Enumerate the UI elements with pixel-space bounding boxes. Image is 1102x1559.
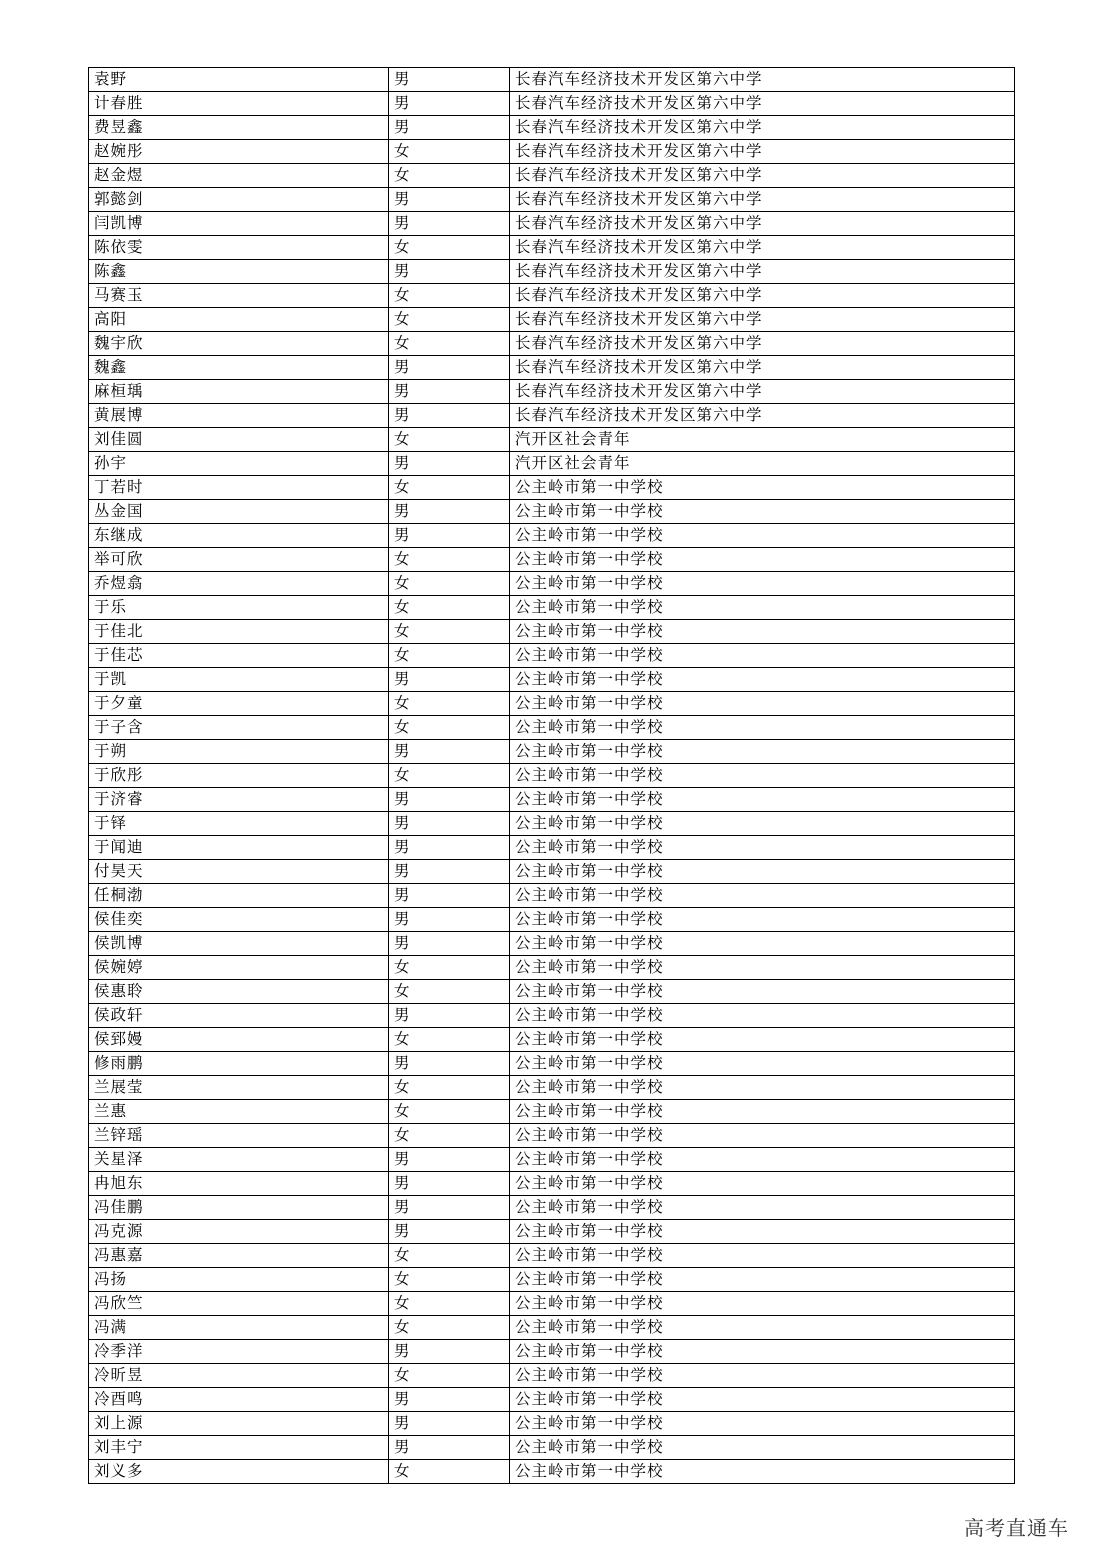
table-row xyxy=(89,740,1015,764)
gender-cell: 女 xyxy=(389,1460,510,1484)
gender-cell: 女 xyxy=(389,1028,510,1052)
school-cell: 长春汽车经济技术开发区第六中学 xyxy=(510,164,1015,188)
table-row xyxy=(89,980,1015,1004)
gender-cell: 男 xyxy=(389,668,510,692)
gender-cell: 男 xyxy=(389,1004,510,1028)
name-cell: 冯惠嘉 xyxy=(89,1244,389,1268)
name-cell: 冯克源 xyxy=(89,1220,389,1244)
school-cell: 公主岭市第一中学校 xyxy=(510,692,1015,716)
school-cell: 公主岭市第一中学校 xyxy=(510,716,1015,740)
name-cell: 修雨鹏 xyxy=(89,1052,389,1076)
table-row xyxy=(89,1148,1015,1172)
table-row xyxy=(89,1220,1015,1244)
gender-cell: 男 xyxy=(389,404,510,428)
table-row xyxy=(89,284,1015,308)
school-cell: 公主岭市第一中学校 xyxy=(510,500,1015,524)
table-row xyxy=(89,212,1015,236)
name-cell: 丛金国 xyxy=(89,500,389,524)
name-cell: 刘佳圆 xyxy=(89,428,389,452)
table-row xyxy=(89,812,1015,836)
school-cell: 长春汽车经济技术开发区第六中学 xyxy=(510,116,1015,140)
school-cell: 公主岭市第一中学校 xyxy=(510,1148,1015,1172)
name-cell: 冉旭东 xyxy=(89,1172,389,1196)
gender-cell: 男 xyxy=(389,500,510,524)
table-row xyxy=(89,1244,1015,1268)
school-cell: 长春汽车经济技术开发区第六中学 xyxy=(510,332,1015,356)
school-cell: 长春汽车经济技术开发区第六中学 xyxy=(510,68,1015,92)
name-cell: 冷昕昱 xyxy=(89,1364,389,1388)
school-cell: 公主岭市第一中学校 xyxy=(510,524,1015,548)
gender-cell: 男 xyxy=(389,92,510,116)
table-row xyxy=(89,356,1015,380)
name-cell: 侯凯博 xyxy=(89,932,389,956)
name-cell: 刘丰宁 xyxy=(89,1436,389,1460)
table-row xyxy=(89,764,1015,788)
school-cell: 公主岭市第一中学校 xyxy=(510,1436,1015,1460)
school-cell: 公主岭市第一中学校 xyxy=(510,572,1015,596)
gender-cell: 女 xyxy=(389,572,510,596)
table-row xyxy=(89,692,1015,716)
table-row xyxy=(89,428,1015,452)
gender-cell: 女 xyxy=(389,236,510,260)
gender-cell: 女 xyxy=(389,1268,510,1292)
gender-cell: 女 xyxy=(389,644,510,668)
table-row xyxy=(89,548,1015,572)
name-cell: 于朔 xyxy=(89,740,389,764)
school-cell: 长春汽车经济技术开发区第六中学 xyxy=(510,92,1015,116)
name-cell: 费昱鑫 xyxy=(89,116,389,140)
school-cell: 长春汽车经济技术开发区第六中学 xyxy=(510,284,1015,308)
name-cell: 兰锌瑶 xyxy=(89,1124,389,1148)
name-cell: 冯欣竺 xyxy=(89,1292,389,1316)
school-cell: 公主岭市第一中学校 xyxy=(510,644,1015,668)
school-cell: 公主岭市第一中学校 xyxy=(510,1076,1015,1100)
name-cell: 于乐 xyxy=(89,596,389,620)
name-cell: 付昊天 xyxy=(89,860,389,884)
name-cell: 麻桓瑀 xyxy=(89,380,389,404)
gender-cell: 男 xyxy=(389,836,510,860)
gender-cell: 男 xyxy=(389,884,510,908)
table-row xyxy=(89,1412,1015,1436)
table-row xyxy=(89,572,1015,596)
school-cell: 长春汽车经济技术开发区第六中学 xyxy=(510,212,1015,236)
school-cell: 公主岭市第一中学校 xyxy=(510,1004,1015,1028)
name-cell: 举可欣 xyxy=(89,548,389,572)
school-cell: 公主岭市第一中学校 xyxy=(510,1052,1015,1076)
gender-cell: 女 xyxy=(389,1364,510,1388)
gender-cell: 男 xyxy=(389,1412,510,1436)
name-cell: 赵婉彤 xyxy=(89,140,389,164)
gender-cell: 男 xyxy=(389,740,510,764)
table-row xyxy=(89,836,1015,860)
name-cell: 冯佳鹏 xyxy=(89,1196,389,1220)
name-cell: 于济睿 xyxy=(89,788,389,812)
gender-cell: 女 xyxy=(389,620,510,644)
table-row xyxy=(89,860,1015,884)
table-row xyxy=(89,1100,1015,1124)
table-row xyxy=(89,68,1015,92)
gender-cell: 男 xyxy=(389,1340,510,1364)
table-row xyxy=(89,596,1015,620)
school-cell: 汽开区社会青年 xyxy=(510,452,1015,476)
name-cell: 陈鑫 xyxy=(89,260,389,284)
gender-cell: 女 xyxy=(389,692,510,716)
school-cell: 公主岭市第一中学校 xyxy=(510,476,1015,500)
gender-cell: 男 xyxy=(389,380,510,404)
name-cell: 乔煜翕 xyxy=(89,572,389,596)
name-cell: 于铎 xyxy=(89,812,389,836)
table-row xyxy=(89,500,1015,524)
school-cell: 公主岭市第一中学校 xyxy=(510,932,1015,956)
name-cell: 刘义多 xyxy=(89,1460,389,1484)
name-cell: 魏鑫 xyxy=(89,356,389,380)
school-cell: 公主岭市第一中学校 xyxy=(510,1316,1015,1340)
name-cell: 刘上源 xyxy=(89,1412,389,1436)
gender-cell: 男 xyxy=(389,116,510,140)
table-row xyxy=(89,1196,1015,1220)
table-row xyxy=(89,524,1015,548)
school-cell: 公主岭市第一中学校 xyxy=(510,1124,1015,1148)
name-cell: 袁野 xyxy=(89,68,389,92)
name-cell: 侯惠聆 xyxy=(89,980,389,1004)
table-row xyxy=(89,188,1015,212)
table-row xyxy=(89,1388,1015,1412)
school-cell: 公主岭市第一中学校 xyxy=(510,1268,1015,1292)
table-row xyxy=(89,932,1015,956)
gender-cell: 男 xyxy=(389,260,510,284)
table-row xyxy=(89,884,1015,908)
gender-cell: 女 xyxy=(389,1316,510,1340)
table-row xyxy=(89,92,1015,116)
table-row xyxy=(89,164,1015,188)
gender-cell: 女 xyxy=(389,1124,510,1148)
table-row xyxy=(89,1076,1015,1100)
name-cell: 赵金煜 xyxy=(89,164,389,188)
name-cell: 任桐渤 xyxy=(89,884,389,908)
school-cell: 长春汽车经济技术开发区第六中学 xyxy=(510,260,1015,284)
table-row xyxy=(89,236,1015,260)
gender-cell: 女 xyxy=(389,476,510,500)
school-cell: 公主岭市第一中学校 xyxy=(510,548,1015,572)
gender-cell: 男 xyxy=(389,1436,510,1460)
school-cell: 公主岭市第一中学校 xyxy=(510,1292,1015,1316)
gender-cell: 女 xyxy=(389,308,510,332)
table-row xyxy=(89,1340,1015,1364)
name-cell: 于子含 xyxy=(89,716,389,740)
gender-cell: 女 xyxy=(389,164,510,188)
table-row xyxy=(89,668,1015,692)
school-cell: 公主岭市第一中学校 xyxy=(510,1412,1015,1436)
table-row xyxy=(89,620,1015,644)
name-cell: 马赛玉 xyxy=(89,284,389,308)
school-cell: 汽开区社会青年 xyxy=(510,428,1015,452)
school-cell: 公主岭市第一中学校 xyxy=(510,812,1015,836)
gender-cell: 女 xyxy=(389,716,510,740)
name-cell: 丁若时 xyxy=(89,476,389,500)
table-row xyxy=(89,1172,1015,1196)
gender-cell: 男 xyxy=(389,1220,510,1244)
school-cell: 公主岭市第一中学校 xyxy=(510,740,1015,764)
table-row xyxy=(89,908,1015,932)
name-cell: 于欣彤 xyxy=(89,764,389,788)
gender-cell: 女 xyxy=(389,428,510,452)
table-row xyxy=(89,116,1015,140)
gender-cell: 女 xyxy=(389,332,510,356)
school-cell: 公主岭市第一中学校 xyxy=(510,884,1015,908)
gender-cell: 男 xyxy=(389,788,510,812)
name-cell: 陈依雯 xyxy=(89,236,389,260)
gender-cell: 女 xyxy=(389,1292,510,1316)
table-row xyxy=(89,308,1015,332)
name-cell: 侯佳奕 xyxy=(89,908,389,932)
gender-cell: 女 xyxy=(389,284,510,308)
gender-cell: 男 xyxy=(389,356,510,380)
table-row xyxy=(89,380,1015,404)
gender-cell: 女 xyxy=(389,764,510,788)
table-row xyxy=(89,1436,1015,1460)
table-row xyxy=(89,1052,1015,1076)
gender-cell: 女 xyxy=(389,596,510,620)
school-cell: 公主岭市第一中学校 xyxy=(510,668,1015,692)
name-cell: 于夕童 xyxy=(89,692,389,716)
school-cell: 长春汽车经济技术开发区第六中学 xyxy=(510,404,1015,428)
school-cell: 公主岭市第一中学校 xyxy=(510,788,1015,812)
name-cell: 兰惠 xyxy=(89,1100,389,1124)
school-cell: 公主岭市第一中学校 xyxy=(510,596,1015,620)
school-cell: 公主岭市第一中学校 xyxy=(510,1028,1015,1052)
school-cell: 公主岭市第一中学校 xyxy=(510,1364,1015,1388)
gender-cell: 男 xyxy=(389,1172,510,1196)
name-cell: 高阳 xyxy=(89,308,389,332)
gender-cell: 男 xyxy=(389,860,510,884)
gender-cell: 女 xyxy=(389,956,510,980)
table-row xyxy=(89,644,1015,668)
gender-cell: 女 xyxy=(389,1100,510,1124)
gender-cell: 男 xyxy=(389,188,510,212)
name-cell: 关星泽 xyxy=(89,1148,389,1172)
school-cell: 公主岭市第一中学校 xyxy=(510,1388,1015,1412)
name-cell: 孙宇 xyxy=(89,452,389,476)
roster-body xyxy=(89,68,1015,1484)
school-cell: 长春汽车经济技术开发区第六中学 xyxy=(510,308,1015,332)
school-cell: 公主岭市第一中学校 xyxy=(510,1100,1015,1124)
name-cell: 于凯 xyxy=(89,668,389,692)
gender-cell: 女 xyxy=(389,1076,510,1100)
school-cell: 公主岭市第一中学校 xyxy=(510,1244,1015,1268)
table-row xyxy=(89,1292,1015,1316)
name-cell: 冯扬 xyxy=(89,1268,389,1292)
school-cell: 公主岭市第一中学校 xyxy=(510,1340,1015,1364)
table-row xyxy=(89,260,1015,284)
school-cell: 公主岭市第一中学校 xyxy=(510,980,1015,1004)
gender-cell: 女 xyxy=(389,980,510,1004)
gender-cell: 男 xyxy=(389,1148,510,1172)
table-row xyxy=(89,1268,1015,1292)
table-row xyxy=(89,452,1015,476)
table-row xyxy=(89,1004,1015,1028)
name-cell: 兰展莹 xyxy=(89,1076,389,1100)
name-cell: 东继成 xyxy=(89,524,389,548)
table-row xyxy=(89,956,1015,980)
name-cell: 侯政轩 xyxy=(89,1004,389,1028)
gender-cell: 男 xyxy=(389,1388,510,1412)
table-row xyxy=(89,140,1015,164)
table-row xyxy=(89,332,1015,356)
table-row xyxy=(89,716,1015,740)
table-row xyxy=(89,404,1015,428)
name-cell: 黄展博 xyxy=(89,404,389,428)
name-cell: 郭懿剑 xyxy=(89,188,389,212)
gender-cell: 男 xyxy=(389,1196,510,1220)
name-cell: 计春胜 xyxy=(89,92,389,116)
table-row xyxy=(89,476,1015,500)
watermark-text: 高考直通车 xyxy=(964,1516,1069,1540)
table-row xyxy=(89,1460,1015,1484)
table-row xyxy=(89,1364,1015,1388)
name-cell: 冷酉鸣 xyxy=(89,1388,389,1412)
table-row xyxy=(89,1316,1015,1340)
gender-cell: 女 xyxy=(389,1244,510,1268)
gender-cell: 男 xyxy=(389,212,510,236)
school-cell: 公主岭市第一中学校 xyxy=(510,1196,1015,1220)
gender-cell: 男 xyxy=(389,524,510,548)
name-cell: 于闻迪 xyxy=(89,836,389,860)
school-cell: 长春汽车经济技术开发区第六中学 xyxy=(510,380,1015,404)
name-cell: 魏宇欣 xyxy=(89,332,389,356)
name-cell: 侯婉婷 xyxy=(89,956,389,980)
school-cell: 公主岭市第一中学校 xyxy=(510,620,1015,644)
table-row xyxy=(89,788,1015,812)
school-cell: 公主岭市第一中学校 xyxy=(510,1460,1015,1484)
gender-cell: 男 xyxy=(389,452,510,476)
table-row xyxy=(89,1028,1015,1052)
gender-cell: 女 xyxy=(389,548,510,572)
name-cell: 闫凯博 xyxy=(89,212,389,236)
school-cell: 长春汽车经济技术开发区第六中学 xyxy=(510,188,1015,212)
name-cell: 侯郅嫚 xyxy=(89,1028,389,1052)
student-roster-table xyxy=(88,67,1015,1484)
school-cell: 公主岭市第一中学校 xyxy=(510,836,1015,860)
school-cell: 公主岭市第一中学校 xyxy=(510,764,1015,788)
school-cell: 长春汽车经济技术开发区第六中学 xyxy=(510,236,1015,260)
gender-cell: 男 xyxy=(389,908,510,932)
gender-cell: 男 xyxy=(389,1052,510,1076)
name-cell: 冯满 xyxy=(89,1316,389,1340)
gender-cell: 女 xyxy=(389,140,510,164)
gender-cell: 男 xyxy=(389,932,510,956)
school-cell: 公主岭市第一中学校 xyxy=(510,956,1015,980)
name-cell: 于佳北 xyxy=(89,620,389,644)
school-cell: 长春汽车经济技术开发区第六中学 xyxy=(510,140,1015,164)
name-cell: 冷季洋 xyxy=(89,1340,389,1364)
gender-cell: 男 xyxy=(389,68,510,92)
table-row xyxy=(89,1124,1015,1148)
gender-cell: 男 xyxy=(389,812,510,836)
school-cell: 公主岭市第一中学校 xyxy=(510,1172,1015,1196)
name-cell: 于佳芯 xyxy=(89,644,389,668)
school-cell: 长春汽车经济技术开发区第六中学 xyxy=(510,356,1015,380)
school-cell: 公主岭市第一中学校 xyxy=(510,1220,1015,1244)
school-cell: 公主岭市第一中学校 xyxy=(510,860,1015,884)
school-cell: 公主岭市第一中学校 xyxy=(510,908,1015,932)
